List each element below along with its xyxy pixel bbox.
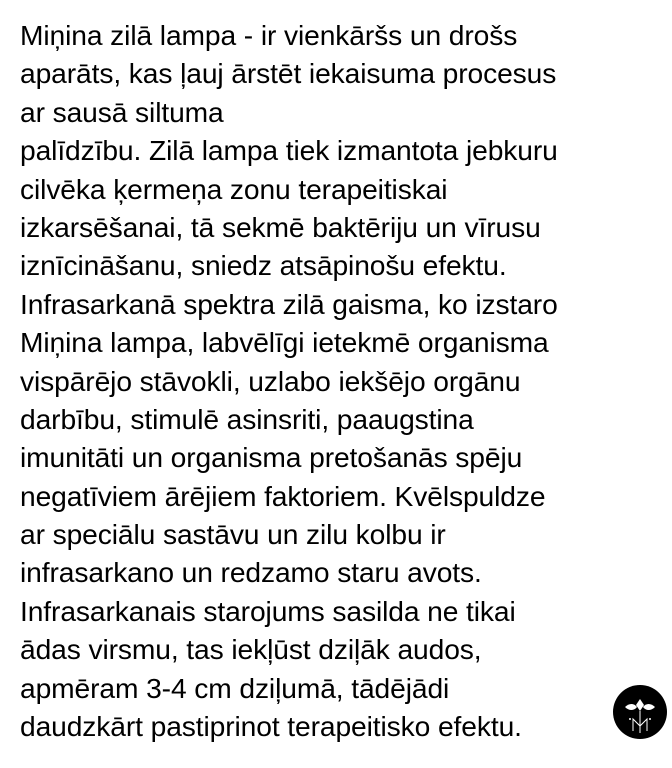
text-line: Miņina lampa, labvēlīgi ietekmē organisma [20, 326, 549, 359]
diamond-leaf-monogram-icon [613, 685, 667, 739]
text-line: izkarsēšanai, tā sekmē baktēriju un vīrusu [20, 210, 541, 243]
brand-logo [613, 685, 667, 739]
text-line: apmēram 3-4 cm dziļumā, tādējādi [20, 671, 450, 704]
text-line: Infrasarkanais starojums sasilda ne tikai [20, 594, 516, 627]
text-line: ar sausā siltuma [20, 95, 224, 128]
text-line: negatīviem ārējiem faktoriem. Kvēlspuldze [20, 479, 546, 512]
text-line: Miņina zilā lampa - ir vienkāršs un drošs [20, 19, 518, 51]
text-line: ādas virsmu, tas iekļūst dziļāk audos, [20, 633, 482, 666]
text-line: ar speciālu sastāvu un zilu kolbu ir [20, 518, 446, 551]
text-line: darbību, stimulē asinsriti, paaugstina [20, 402, 474, 435]
text-line: palīdzību. Zilā lampa tiek izmantota jebkuru [20, 134, 558, 167]
text-line: infrasarkano un redzamo staru avots. [20, 556, 482, 589]
text-line: cilvēka ķermeņa zonu terapeitiskai [20, 172, 448, 205]
text-line: aparāts, kas ļauj ārstēt iekaisuma procesus [20, 57, 557, 90]
text-line: imunitāti un organisma pretošanās spēju [20, 441, 523, 474]
text-line: daudzkārt pastiprinot terapeitisko efektu. [20, 710, 522, 743]
text-line: vispārējo stāvokli, uzlabo iekšējo orgānu [20, 364, 521, 397]
article-text [20, 16, 660, 745]
text-line: Infrasarkanā spektra zilā gaisma, ko izstaro [20, 287, 558, 320]
text-line: iznīcināšanu, sniedz atsāpinošu efektu. [20, 249, 507, 282]
